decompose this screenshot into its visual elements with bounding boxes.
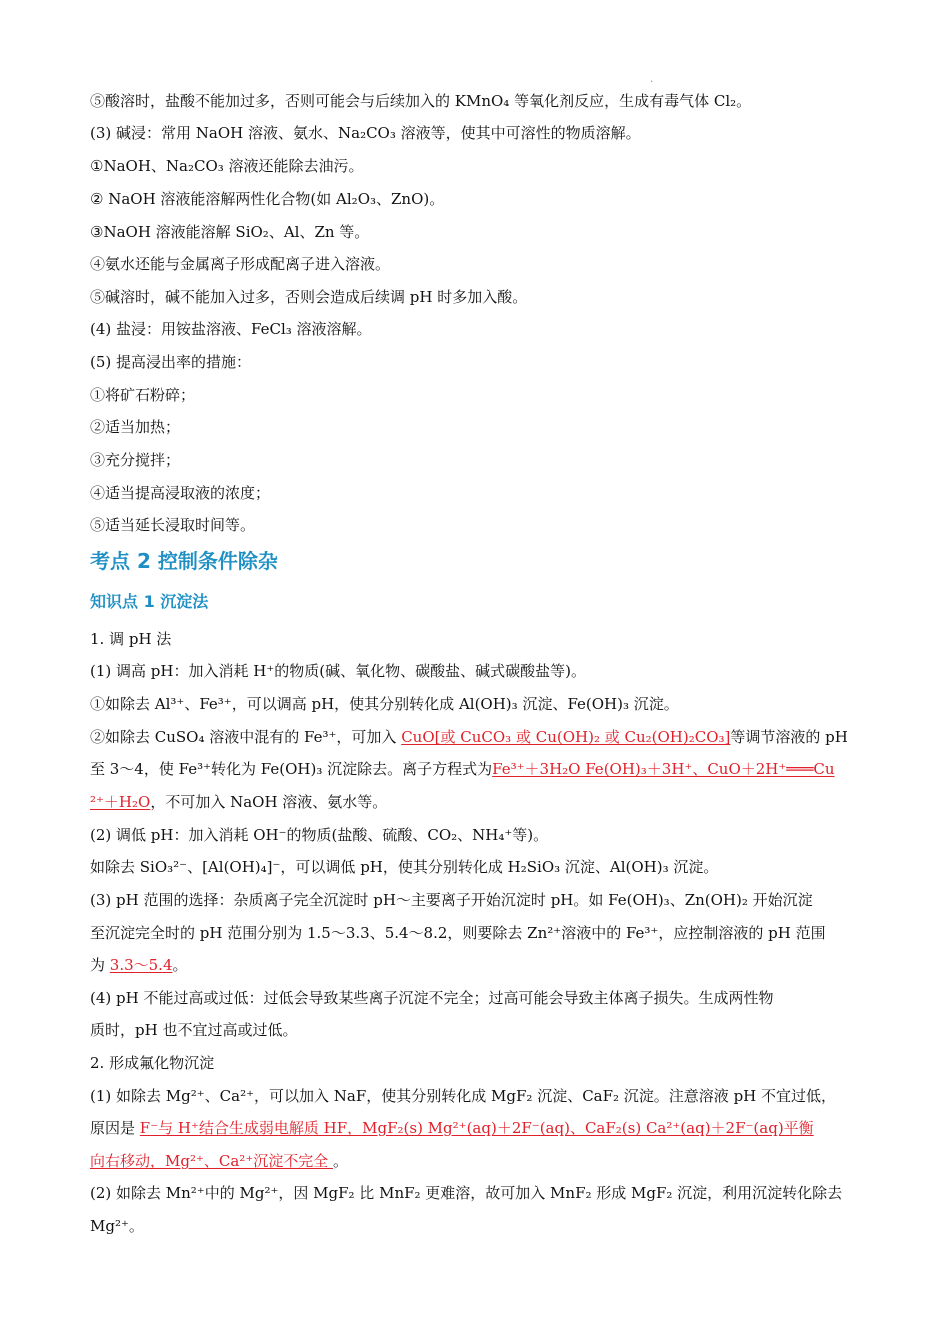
answer-text: ²⁺＋H₂O	[90, 793, 151, 811]
text-line: ①如除去 Al³⁺、Fe³⁺，可以调高 pH，使其分别转化成 Al(OH)₃ 沉淀、Fe(OH)₃ 沉淀。	[90, 695, 679, 713]
text-line: ⑤适当延长浸取时间等。	[90, 516, 256, 534]
text-line: ⑤碱溶时，碱不能加入过多，否则会造成后续调 pH 时多加入酸。	[90, 288, 528, 306]
text-line: ③充分搅拌；	[90, 451, 181, 469]
text-line: (4) 盐浸：用铵盐溶液、FeCl₃ 溶液溶解。	[90, 320, 372, 338]
text-segment: 。	[333, 1152, 349, 1170]
text-line: ② NaOH 溶液能溶解两性化合物(如 Al₂O₃、ZnO)。	[90, 190, 445, 208]
text-line	[90, 1150, 865, 1172]
section-heading: 考点 2 控制条件除杂	[90, 549, 278, 573]
text-line: ⑤酸溶时，盐酸不能加过多，否则可能会与后续加入的 KMnO₄ 等氧化剂反应，生成有毒气体 Cl₂。	[90, 92, 752, 110]
text-line: (2) 调低 pH：加入消耗 OH⁻的物质(盐酸、硫酸、CO₂、NH₄⁺等)。	[90, 826, 549, 844]
text-line: 质时，pH 也不宜过高或过低。	[90, 1021, 298, 1039]
text-line: Mg²⁺。	[90, 1217, 144, 1235]
text-line	[90, 791, 865, 813]
answer-text: CuO[或 CuCO₃ 或 Cu(OH)₂ 或 Cu₂(OH)₂CO₃]	[401, 728, 731, 746]
text-segment: 。	[172, 956, 188, 974]
text-line	[90, 954, 865, 976]
text-line: ④适当提高浸取液的浓度；	[90, 484, 271, 502]
text-line: 1. 调 pH 法	[90, 630, 172, 648]
text-line: 如除去 SiO₃²⁻、[Al(OH)₄]⁻，可以调低 pH，使其分别转化成 H₂SiO₃ 沉淀、Al(OH)₃ 沉淀。	[90, 858, 719, 876]
answer-text: Fe³⁺＋3H₂O Fe(OH)₃＋3H⁺、CuO＋2H⁺═══Cu	[492, 760, 835, 778]
text-line: ②适当加热；	[90, 418, 181, 436]
text-line: ④氨水还能与金属离子形成配离子进入溶液。	[90, 255, 391, 273]
text-line: (3) 碱浸：常用 NaOH 溶液、氨水、Na₂CO₃ 溶液等，使其中可溶性的物质溶解。	[90, 124, 641, 142]
text-line	[90, 726, 865, 748]
text-line: (4) pH 不能过高或过低：过低会导致某些离子沉淀不完全；过高可能会导致主体离子损失。生成两性物	[90, 989, 774, 1007]
text-segment: 等调节溶液的 pH	[730, 728, 848, 746]
text-line: ③NaOH 溶液能溶解 SiO₂、Al、Zn 等。	[90, 223, 370, 241]
text-segment: ②如除去 CuSO₄ 溶液中混有的 Fe³⁺，可加入	[90, 728, 402, 746]
text-segment: 至 3～4，使 Fe³⁺转化为 Fe(OH)₃ 沉淀除去。离子方程式为	[90, 760, 493, 778]
text-line: (3) pH 范围的选择：杂质离子完全沉淀时 pH～主要离子开始沉淀时 pH。如 Fe(OH)₃、Zn(OH)₂ 开始沉淀	[90, 891, 813, 909]
text-line: (5) 提高浸出率的措施：	[90, 353, 252, 371]
text-line: (1) 如除去 Mg²⁺、Ca²⁺，可以加入 NaF，使其分别转化成 MgF₂ 沉淀、CaF₂ 沉淀。注意溶液 pH 不宜过低，	[90, 1087, 837, 1105]
text-line	[90, 1117, 865, 1139]
text-line: ①NaOH、Na₂CO₃ 溶液还能除去油污。	[90, 157, 364, 175]
text-line: 2. 形成氟化物沉淀	[90, 1054, 215, 1072]
text-segment: 原因是	[90, 1119, 140, 1137]
text-line: (2) 如除去 Mn²⁺中的 Mg²⁺，因 MgF₂ 比 MnF₂ 更难溶，故可加入 MnF₂ 形成 MgF₂ 沉淀，利用沉淀转化除去	[90, 1184, 843, 1202]
text-line: (1) 调高 pH：加入消耗 H⁺的物质(碱、氧化物、碳酸盐、碱式碳酸盐等)。	[90, 662, 586, 680]
answer-text: 向右移动，Mg²⁺、Ca²⁺沉淀不完全	[90, 1152, 334, 1170]
text-segment: ，不可加入 NaOH 溶液、氨水等。	[150, 793, 388, 811]
text-segment: 为	[90, 956, 110, 974]
header-mark: .	[650, 74, 654, 85]
text-line: 至沉淀完全时的 pH 范围分别为 1.5～3.3、5.4～8.2，则要除去 Zn²⁺溶液中的 Fe³⁺，应控制溶液的 pH 范围	[90, 924, 826, 942]
text-line: ①将矿石粉碎；	[90, 386, 196, 404]
text-line	[90, 758, 865, 780]
subsection-heading: 知识点 1 沉淀法	[90, 592, 209, 611]
answer-text: F⁻与 H⁺结合生成弱电解质 HF，MgF₂(s) Mg²⁺(aq)＋2F⁻(aq)、CaF₂(s) Ca²⁺(aq)＋2F⁻(aq)平衡	[139, 1119, 814, 1137]
answer-text: 3.3～5.4	[109, 956, 173, 974]
